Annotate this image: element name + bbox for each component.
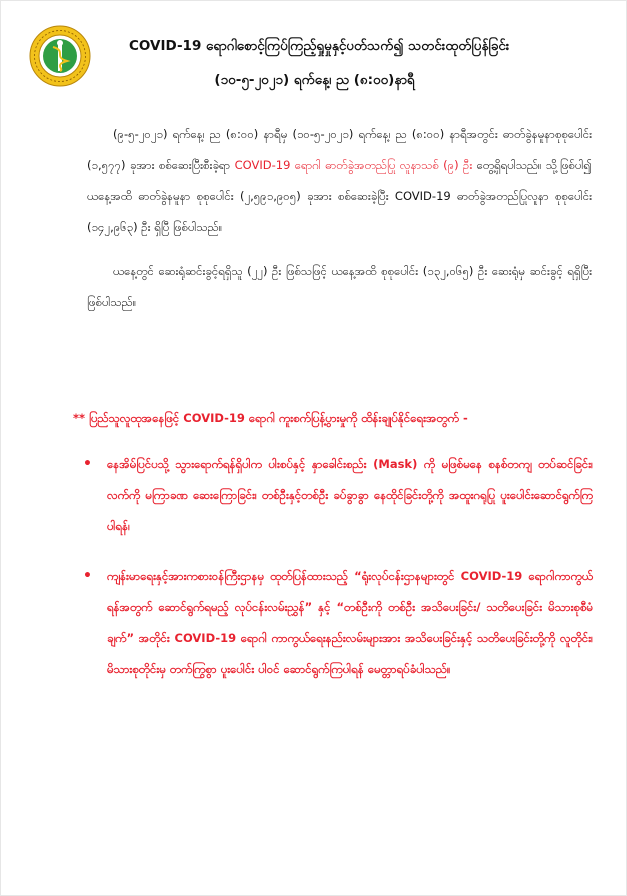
paragraph-text: ယနေ့တွင် ဆေးရုံဆင်းခွင့်ရရှိသူ (၂၂) ဦး ဖြစ်သဖြင့် ယနေ့အထိ စုစုပေါင်း (၁၃၂,၀၆၅) ဦး ဆေးရုံမှ ဆင်းခွင့် ရရှိပြီး ဖြစ်ပါသည်။ — [87, 264, 592, 309]
paragraph-discharges — [87, 256, 592, 318]
notice-heading: ** ပြည်သူလူထုအနေဖြင့် COVID-19 ရောဂါ ကူးစက်ပြန့်ပွားမှုကို ထိန်းချုပ်နိုင်ရေးအတွက် - — [73, 411, 468, 425]
page-title: COVID-19 ရောဂါစောင့်ကြပ်ကြည့်ရှုမှုနှင့်ပတ်သက်၍ သတင်းထုတ်ပြန်ခြင်း — [129, 38, 510, 54]
bullet-text: နေအိမ်ပြင်ပသို့ သွားရောက်ရန်ရှိပါက ပါးစပ်နှင့် နှာခေါင်းစည်း (Mask) ကို မဖြစ်မနေ စနစ်တကျ တပ်ဆင်ခြင်း၊ လက်ကို မကြာခဏ ဆေးကြောခြင်း၊ တစ်ဦးနှင့်တစ်ဦး ခပ်ခွာခွာ နေထိုင်ခြင်းတို့ကို အထူးဂရုပြု ပူးပေါင်းဆောင်ရွက်ကြပါရန်၊ — [107, 457, 593, 533]
paragraph-text: တွေ့ရှိရပါသည်။ သို့ဖြစ်ပါ၍ ယနေ့အထိ ဓာတ်ခွဲနမူနာ စုစုပေါင်း (၂,၅၉၁,၉၀၅) ခုအား စစ်ဆေးခဲ့ပြီး COVID-19 ဓာတ်ခွဲအတည်ပြုလူနာ စုစုပေါင်း (၁၄၂,၉၆၃) ဦး ရှိပြီ ဖြစ်ပါသည်။ — [87, 158, 593, 234]
new-cases-highlight: COVID-19 ရောဂါ ဓာတ်ခွဲအတည်ပြု လူနာသစ် (၉) ဦး — [234, 158, 473, 172]
page-subtitle-date: (၁၀-၅-၂၀၂၁) ရက်နေ့၊ ည (၈:၀၀)နာရီ — [214, 72, 415, 88]
paragraph-text: (၉-၅-၂၀၂၁) ရက်နေ့၊ ည (၈:၀၀) နာရီမှ (၁၀-၅-၂၀၂၁) ရက်နေ့၊ ည (၈:၀၀) နာရီအတွင်း ဓာတ်ခွဲနမူနာစုစုပေါင်း (၁,၅၇၇) ခုအား စစ်ဆေးပြီးစီးခဲ့ရာ — [87, 127, 592, 172]
bullet-text: ကျန်းမာရေးနှင့်အားကစားဝန်ကြီးဌာနမှ ထုတ်ပြန်ထားသည့် “ရုံးလုပ်ငန်းဌာနများတွင် COVID-19 ရောဂါကာကွယ်ရန်အတွက် ဆောင်ရွက်ရမည့် လုပ်ငန်းလမ်းညွှန်” နှင့် “တစ်ဦးကို တစ်ဦး အသိပေးခြင်း/ သတိပေးခြင်း မိသားစုစီမံချက်” အတိုင်း COVID-19 ရောဂါ ကာကွယ်ရေးနည်းလမ်းများအား အသိပေးခြင်းနှင့် သတိပေးခြင်းတို့ကို လူတိုင်း၊ မိသားစုတိုင်းမှ တက်ကြွစွာ ပူးပေါင်း ပါဝင် ဆောင်ရွက်ကြပါရန် မေတ္တာရပ်ခံပါသည်။ — [107, 569, 593, 676]
notice-bullet — [83, 561, 593, 685]
notice-bullet — [83, 449, 593, 542]
bullet-icon: • — [83, 568, 92, 584]
bullet-icon: • — [83, 456, 92, 472]
paragraph-test-results — [87, 119, 592, 243]
